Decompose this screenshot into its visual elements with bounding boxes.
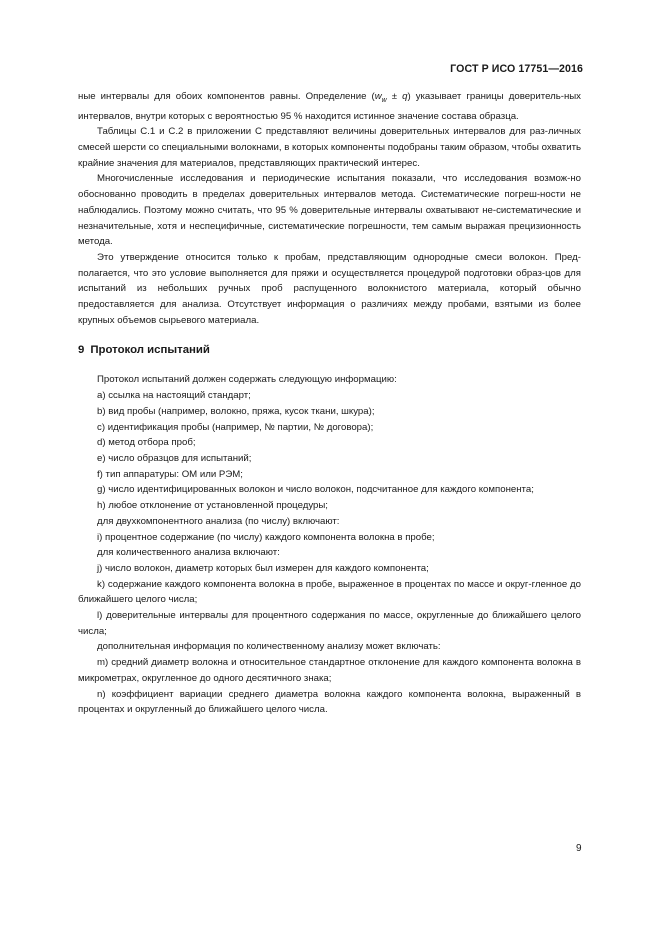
report-item-i: i) процентное содержание (по числу) каждого компонента волокна в пробе; xyxy=(97,531,435,543)
report-list-item: f) тип аппаратуры: ОМ или РЭМ; xyxy=(97,468,243,480)
report-list-item: d) метод отбора проб; xyxy=(97,437,196,449)
intro-paragraph-3: Многочисленные исследования и периодические испытания показали, что исследования возмож-но обоснованно проводить в пределах доверительных интервалов метода. Систематические погреш-ности не наблюдались. Поэтому можно считать, что 95 % доверительные интервалы охватывают не-систематические и незначительные, хотя и неспецифичные, систематические погрешности, тем самым выражая прецизионность метода. xyxy=(78,173,581,248)
report-item-m: m) средний диаметр волокна и относительное стандартное отклонение для каждого компонента волокна в микрометрах, округленное до одного десятичного знака; xyxy=(78,657,581,684)
page-content xyxy=(78,89,581,718)
report-items-a-h xyxy=(78,388,581,514)
standard-header: ГОСТ Р ИСО 17751—2016 xyxy=(450,63,583,75)
section-heading: 9 Протокол испытаний xyxy=(78,344,210,357)
report-item-l: l) доверительные интервалы для процентного содержания по массе, округленные до ближайшего целого числа; xyxy=(78,610,581,637)
intro-paragraph-1: ные интервалы для обоих компонентов равны. Определение $(w_w \pm q)$ указывает границы доверитель-ных интервалов, внутри которых с вероятностью 95 % находится истинное значение состава образца. xyxy=(78,91,581,122)
report-item-n: n) коэффициент вариации среднего диаметра волокна каждого компонента волокна, выраженный в процентах и округленный до ближайшего целого числа. xyxy=(78,688,581,716)
additional-lead: дополнительная информация по количественному анализу может включать: xyxy=(97,641,441,653)
quantitative-lead: для количественного анализа включают: xyxy=(97,547,280,559)
page-number: 9 xyxy=(576,843,582,854)
intro-paragraph-4: Это утверждение относится только к пробам, представляющим однородные смеси волокон. Пред-полагается, что это условие выполняется для пряжи и осуществляется процедурой подготовки образ-цов для испытаний из небольших ручных проб распущенного волокнистого материала, который обычно предоставляется для анализа. Отсутствует информация о различиях между пробами, взятыми из более крупных объемов сырьевого материала. xyxy=(78,251,581,326)
report-list-item: c) идентификация пробы (например, № партии, № договора); xyxy=(97,421,374,433)
report-list-item: a) ссылка на настоящий стандарт; xyxy=(97,390,251,402)
report-list-item: e) число образцов для испытаний; xyxy=(97,452,252,464)
report-lead: Протокол испытаний должен содержать следующую информацию: xyxy=(97,374,397,386)
report-item-j: j) число волокон, диаметр которых был измерен для каждого компонента; xyxy=(97,562,429,574)
report-item-k: k) содержание каждого компонента волокна в пробе, выраженное в процентах по массе и округ-гленное до ближайшего целого числа; xyxy=(78,578,581,606)
report-list-item: h) любое отклонение от установленной процедуры; xyxy=(97,500,328,512)
intro-paragraph-2: Таблицы С.1 и С.2 в приложении С представляют величины доверительных интервалов для раз-личных смесей шерсти со специальными волокнами, в которых компоненты подобраны таким образом, чтобы охватить крайние значения для материалов, представляющих практический интерес. xyxy=(78,126,581,169)
report-list-item: g) число идентифицированных волокон и число волокон, подсчитанное для каждого компонента; xyxy=(97,484,534,496)
two-component-lead: для двухкомпонентного анализа (по числу) включают: xyxy=(97,515,340,527)
report-list-item: b) вид пробы (например, волокно, пряжа, кусок ткани, шкура); xyxy=(97,405,375,417)
